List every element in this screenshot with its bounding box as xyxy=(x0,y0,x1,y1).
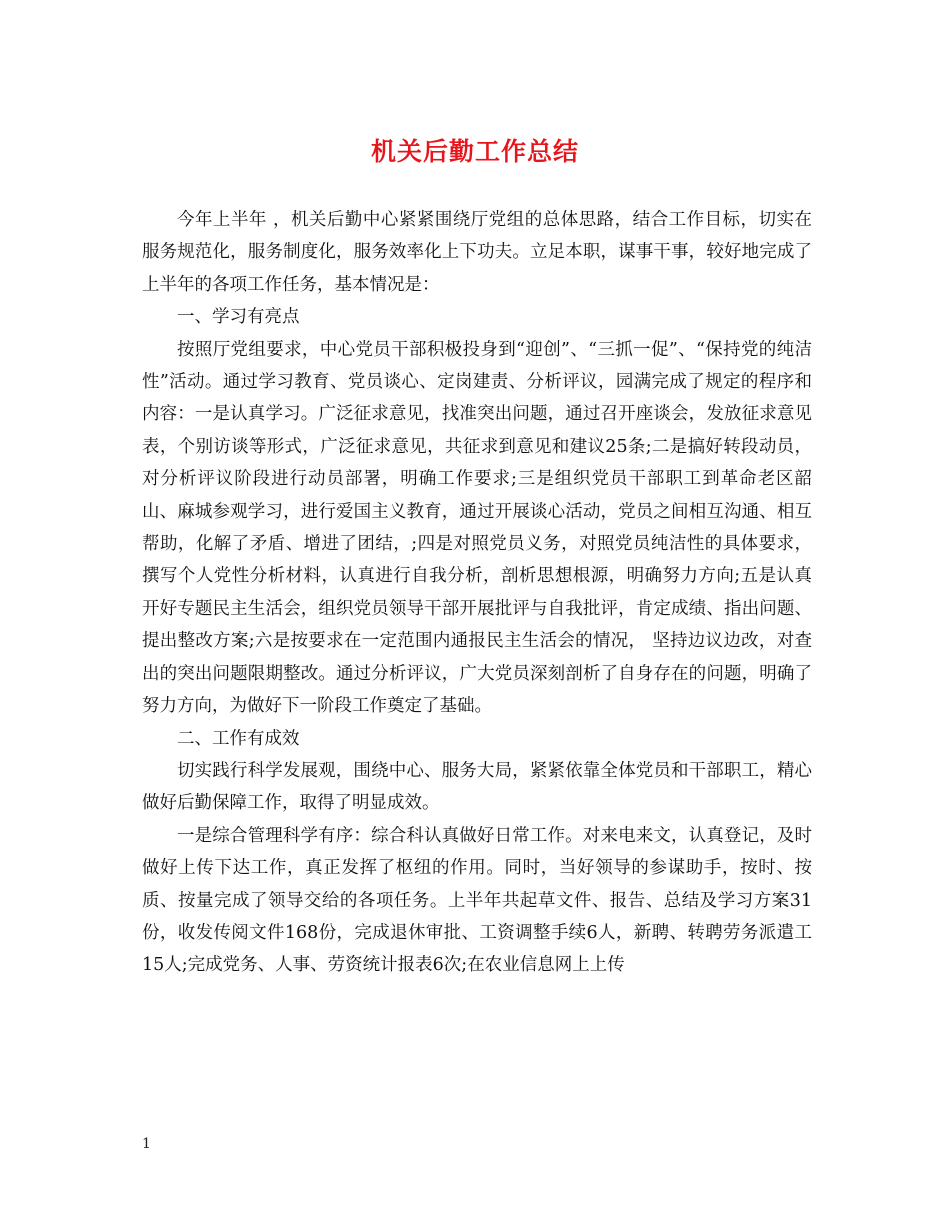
document-body xyxy=(142,204,812,982)
section-heading-2: 二、工作有成效 xyxy=(177,728,300,749)
paragraph-results: 切实践行科学发展观，围绕中心、服务大局，紧紧依靠全体党员和干部职工，精心做好后勤保障工作，取得了明显成效。 xyxy=(142,760,812,814)
page-number: 1 xyxy=(142,1136,151,1152)
section-heading-1: 一、学习有亮点 xyxy=(177,307,300,328)
paragraph-study: 按照厅党组要求，中心党员干部积极投身到“迎创”、“三抓一促”、“保持党的纯洁性”活动。通过学习教育、党员谈心、定岗建责、分析评议，园满完成了规定的程序和内容：一是认真学习。广泛征求意见，找准突出问题，通过召开座谈会，发放征求意见表，个别访谈等形式，广泛征求意见，共征求到意见和建议25条;二是搞好转段动员，对分析评议阶段进行动员部署，明确工作要求;三是组织党员干部职工到革命老区韶山、麻城参观学习，进行爱国主义教育，通过开展谈心活动，党员之间相互沟通、相互帮助，化解了矛盾、增进了团结，;四是对照党员义务，对照党员纯洁性的具体要求，撰写个人党性分析材料，认真进行自我分析，剖析思想根源，明确努力方向;五是认真开好专题民主生活会，组织党员领导干部开展批评与自我批评，肯定成绩、指出问题、提出整改方案;六是按要求在一定范围内通报民主生活会的情况， 坚持边议边改，对查出的突出问题限期整改。通过分析评议，广大党员深刻剖析了自身存在的问题，明确了努力方向，为做好下一阶段工作奠定了基础。 xyxy=(142,339,812,717)
document-title: 机关后勤工作总结 xyxy=(370,137,579,166)
paragraph-management: 一是综合管理科学有序：综合科认真做好日常工作。对来电来文，认真登记，及时做好上传下达工作，真正发挥了枢纽的作用。同时，当好领导的参谋助手，按时、按质、按量完成了领导交给的各项任务。上半年共起草文件、报告、总结及学习方案31份，收发传阅文件168份，完成退休审批、工资调整手续6人，新聘、转聘劳务派遣工15人;完成党务、人事、劳资统计报表6次;在农业信息网上上传 xyxy=(142,825,812,976)
paragraph-intro: 今年上半年 ，机关后勤中心紧紧围绕厅党组的总体思路，结合工作目标，切实在服务规范化，服务制度化，服务效率化上下功夫。立足本职，谋事干事，较好地完成了上半年的各项工作任务，基本情况是： xyxy=(142,210,812,295)
